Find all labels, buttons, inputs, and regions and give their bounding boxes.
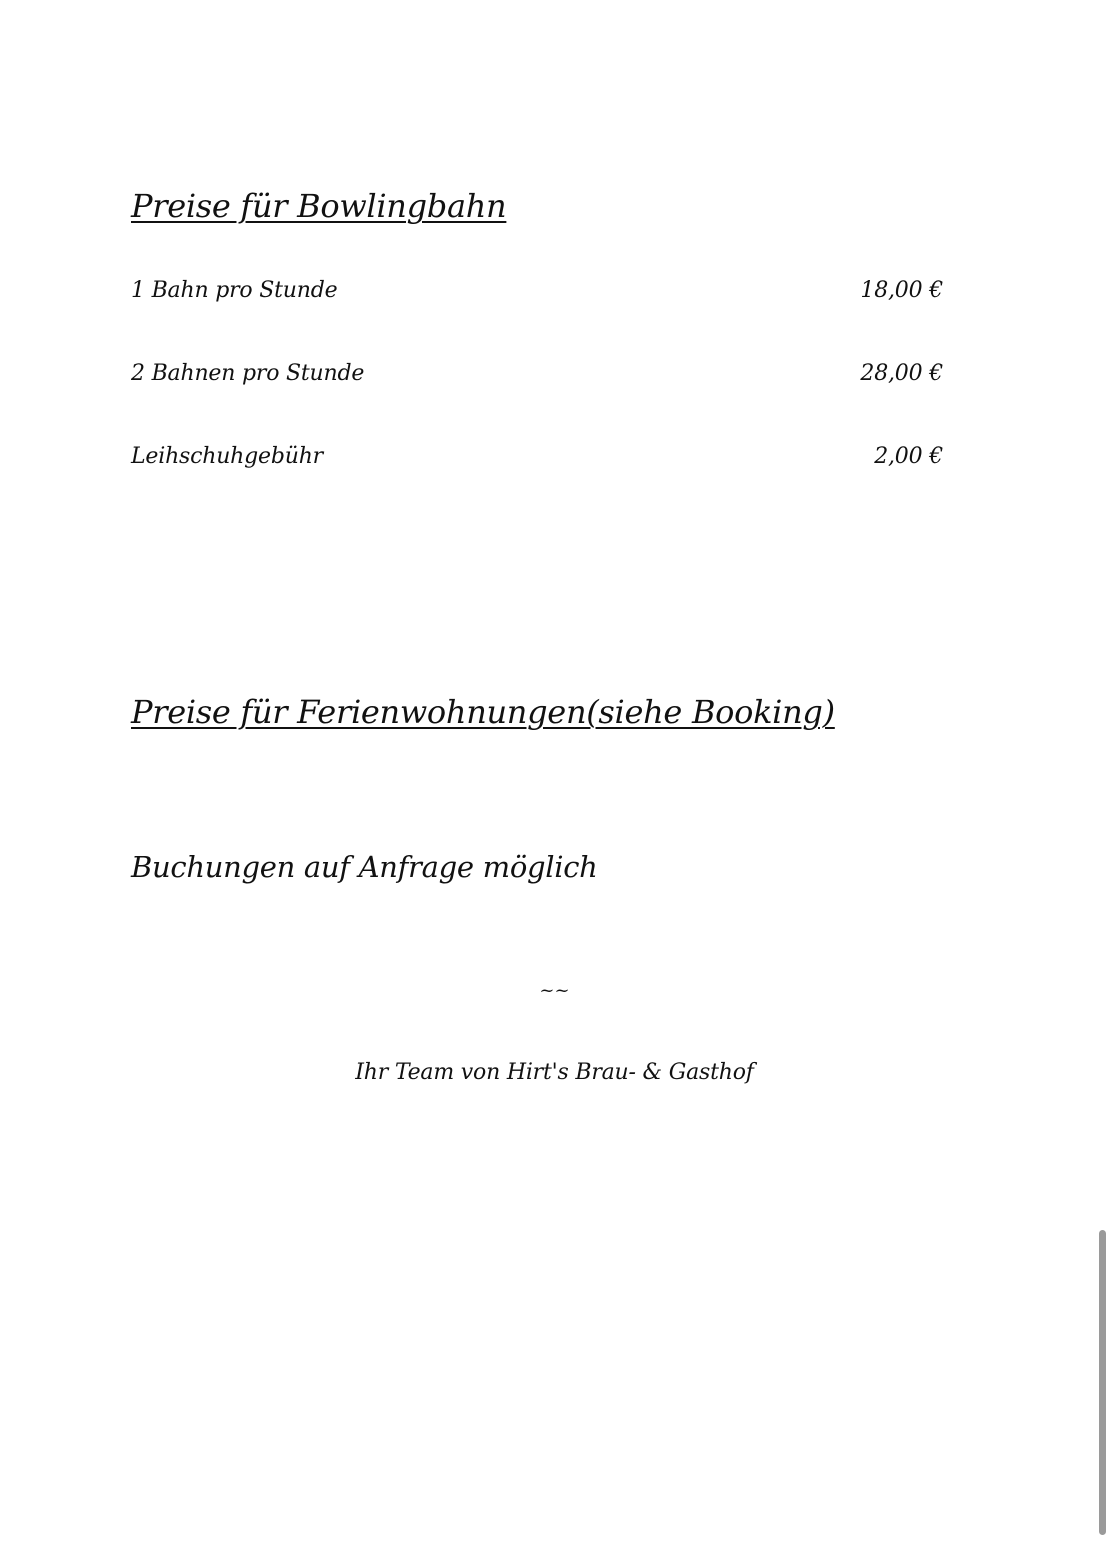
- booking-note: Buchungen auf Anfrage möglich: [131, 850, 598, 884]
- price-row: [131, 275, 943, 307]
- price-item-value: 18,00 €: [860, 278, 943, 303]
- price-item-label: Leihschuhgebühr: [131, 444, 323, 469]
- signature-line: Ihr Team von Hirt's Brau- & Gasthof: [355, 1060, 754, 1085]
- price-row: [131, 358, 943, 390]
- price-item-label: 2 Bahnen pro Stunde: [131, 361, 365, 386]
- scrollbar-thumb[interactable]: [1099, 1230, 1106, 1535]
- vertical-scrollbar[interactable]: [1097, 0, 1109, 1541]
- price-item-value: 2,00 €: [874, 444, 943, 469]
- tilde-divider: ~~: [539, 980, 570, 1001]
- bowling-prices-heading: Preise für Bowlingbahn: [131, 187, 507, 225]
- holiday-apartments-heading: Preise für Ferienwohnungen(siehe Booking): [131, 693, 835, 731]
- price-item-value: 28,00 €: [860, 361, 943, 386]
- price-row: [131, 441, 943, 473]
- price-item-label: 1 Bahn pro Stunde: [131, 278, 338, 303]
